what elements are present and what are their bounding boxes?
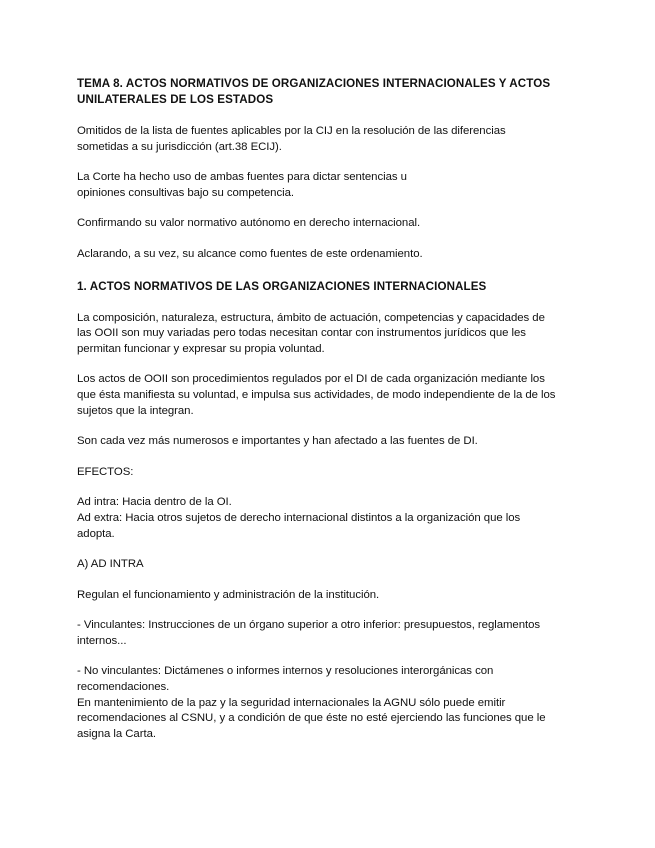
text-line: Son cada vez más numerosos e importantes y han afectado a las fuentes de DI. (77, 435, 478, 448)
paragraph (77, 311, 587, 358)
text-line: Aclarando, a su vez, su alcance como fuentes de este ordenamiento. (77, 247, 423, 260)
document-title (77, 76, 587, 108)
text-line: Confirmando su valor normativo autónomo en derecho internacional. (77, 217, 421, 230)
text-line: Regulan el funcionamiento y administración de la institución. (77, 588, 380, 601)
text-line: adopta. (77, 527, 115, 540)
text-line: EFECTOS: (77, 465, 134, 478)
paragraph (77, 216, 587, 232)
text-line: La Corte ha hecho uso de ambas fuentes para dictar sentencias u (77, 171, 407, 184)
paragraph (77, 124, 587, 155)
paragraph (77, 664, 587, 742)
title-line: UNILATERALES DE LOS ESTADOS (77, 93, 274, 106)
document-page (77, 76, 587, 742)
text-line: Los actos de OOII son procedimientos regulados por el DI de cada organización mediante los (77, 373, 545, 386)
text-line: sujetos que la integran. (77, 404, 194, 417)
text-line: recomendaciones al CSNU, y a condición de que éste no esté ejerciendo las funciones que le (77, 712, 546, 725)
paragraph (77, 465, 587, 481)
section-heading (77, 279, 587, 295)
text-line: Omitidos de la lista de fuentes aplicables por la CIJ en la resolución de las diferencias (77, 125, 506, 137)
text-line: recomendaciones. (77, 681, 170, 694)
text-line: asigna la Carta. (77, 727, 156, 740)
text-line: En mantenimiento de la paz y la seguridad internacionales la AGNU sólo puede emitir (77, 696, 506, 709)
text-line: internos... (77, 634, 127, 647)
text-line: La composición, naturaleza, estructura, ámbito de actuación, competencias y capacidades de (77, 311, 545, 324)
paragraph (77, 557, 587, 573)
title-line: TEMA 8. ACTOS NORMATIVOS DE ORGANIZACIONES INTERNACIONALES Y ACTOS (77, 77, 551, 90)
paragraph (77, 495, 587, 542)
paragraph (77, 618, 587, 649)
text-line: A) AD INTRA (77, 558, 144, 571)
text-line: - No vinculantes: Dictámenes o informes internos y resoluciones interorgánicas con (77, 665, 494, 678)
paragraph (77, 170, 587, 201)
heading-line: 1. ACTOS NORMATIVOS DE LAS ORGANIZACIONES INTERNACIONALES (77, 279, 487, 293)
text-line: sometidas a su jurisdicción (art.38 ECIJ). (77, 140, 282, 153)
text-line: Ad extra: Hacia otros sujetos de derecho internacional distintos a la organización que los (77, 511, 521, 524)
paragraph (77, 372, 587, 419)
paragraph (77, 247, 587, 263)
paragraph (77, 434, 587, 450)
paragraph (77, 588, 587, 604)
text-line: que ésta manifiesta su voluntad, e impulsa sus actividades, de modo independiente de la de los (77, 388, 556, 401)
text-line: - Vinculantes: Instrucciones de un órgano superior a otro inferior: presupuestos, reglamentos (77, 619, 541, 632)
text-line: opiniones consultivas bajo su competencia. (77, 186, 294, 199)
text-line: permitan funcionar y expresar su propia voluntad. (77, 342, 325, 355)
text-line: las OOII son muy variadas pero todas necesitan contar con instrumentos jurídicos que les (77, 327, 526, 340)
text-line: Ad intra: Hacia dentro de la OI. (77, 496, 232, 509)
